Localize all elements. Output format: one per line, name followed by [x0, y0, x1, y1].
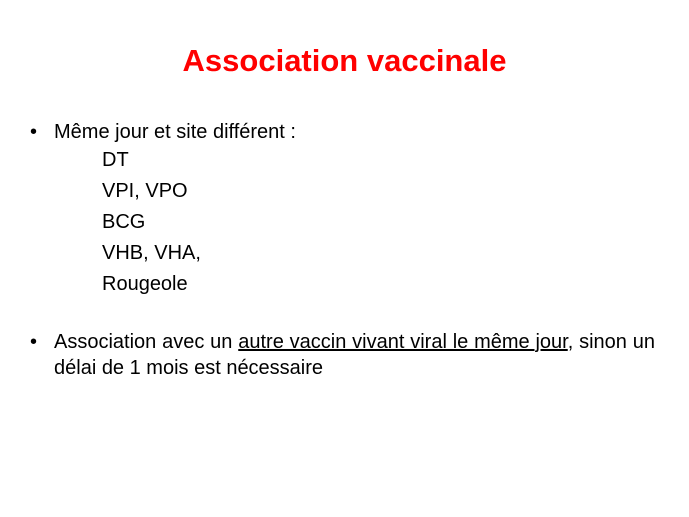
vaccine-item: VHB, VHA, [102, 242, 201, 264]
bullet-text-underlined: autre vaccin vivant viral le même jour [238, 331, 568, 353]
vaccine-list [102, 145, 670, 300]
bullet-live-vaccine [30, 329, 655, 381]
vaccine-item: Rougeole [102, 273, 188, 295]
vaccine-item: BCG [102, 211, 146, 233]
vaccine-item: VPI, VPO [102, 180, 188, 202]
bullet-text [54, 329, 655, 381]
bullet-marker: • [30, 331, 38, 353]
bullet-text-before: Association avec un [54, 331, 239, 353]
bullet-text: Même jour et site différent : [54, 121, 296, 143]
slide-title: Association vaccinale [182, 43, 507, 78]
bullet-row [30, 119, 670, 145]
bullet-marker: • [30, 121, 38, 143]
bullet-text-after: , sinon un délai de 1 mois est nécessaire [54, 331, 655, 379]
bullet-same-day [30, 119, 670, 300]
bullet-row [30, 329, 655, 381]
vaccine-item: DT [102, 149, 129, 171]
